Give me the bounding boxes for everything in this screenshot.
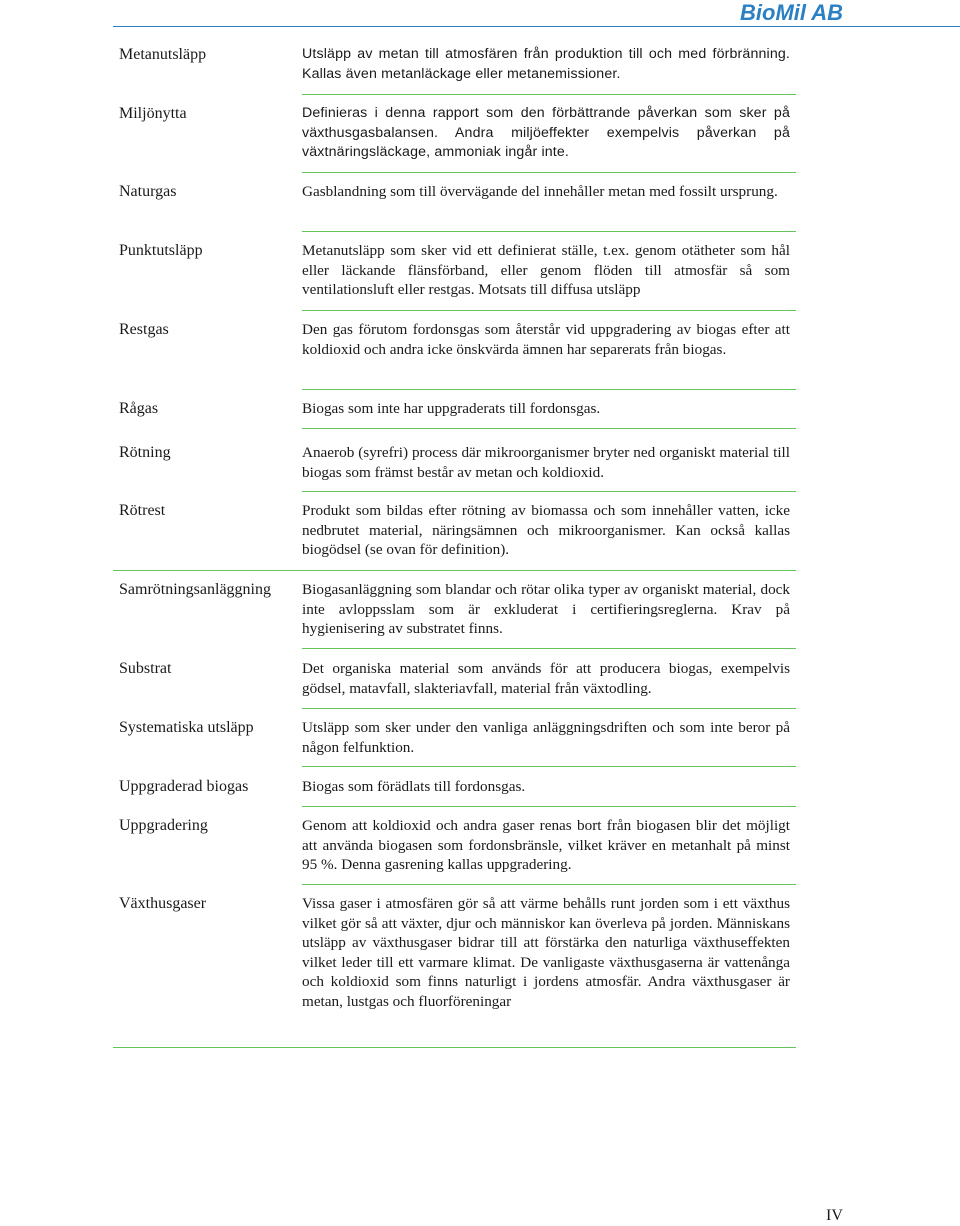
glossary-term: Miljönytta xyxy=(119,105,187,122)
glossary-term: Växthusgaser xyxy=(119,895,207,912)
page-number: IV xyxy=(826,1207,843,1224)
glossary-term: Rågas xyxy=(119,400,159,417)
divider xyxy=(302,491,796,492)
glossary-definition: Definieras i denna rapport som den förbättrande påverkan som sker på växthusgasbalansen. Andra miljöeffekter exempelvis påverkan på växtnäringsläckage, ammoniak ingår inte. xyxy=(302,105,790,161)
glossary-definition: Anaerob (syrefri) process där mikroorganismer bryter ned organiskt material till biogas som främst består av metan och koldioxid. xyxy=(302,444,790,481)
glossary-term: Punktutsläpp xyxy=(119,242,203,259)
glossary-term: Uppgraderad biogas xyxy=(119,778,249,795)
glossary-term: Samrötningsanläggning xyxy=(119,581,271,598)
glossary-definition: Metanutsläpp som sker vid ett definierat ställe, t.ex. genom otätheter som hål eller läckande flänsförband, eller genom flöden till atmosfär så som ventilationsluft eller restgas. Motsats till diffusa utsläpp xyxy=(302,242,790,299)
glossary-definition: Gasblandning som till övervägande del innehåller metan med fossilt ursprung. xyxy=(302,183,778,200)
glossary-definition: Genom att koldioxid och andra gaser renas bort från biogasen blir det möjligt att använda biogasen som fordonsbränsle, vilket kräver en metanhalt på minst 95 %. Denna gasrening kallas uppgradering. xyxy=(302,817,790,874)
glossary-term: Metanutsläpp xyxy=(119,46,207,63)
divider xyxy=(302,428,796,429)
glossary-definition: Biogas som inte har uppgraderats till fordonsgas. xyxy=(302,400,601,417)
divider xyxy=(302,884,796,885)
divider xyxy=(302,766,796,767)
glossary-definition: Det organiska material som används för att producera biogas, exempelvis gödsel, matavfall, slakteriavfall, material från växtodling. xyxy=(302,660,790,697)
divider xyxy=(302,231,796,232)
glossary-definition: Biogas som förädlats till fordonsgas. xyxy=(302,778,526,795)
divider xyxy=(302,310,796,311)
divider xyxy=(113,1047,796,1048)
glossary-definition: Den gas förutom fordonsgas som återstår vid uppgradering av biogas efter att koldioxid och andra icke önskvärda ämnen har separerats från biogas. xyxy=(302,321,790,358)
glossary-definition: Biogasanläggning som blandar och rötar olika typer av organiskt material, dock inte avloppsslam som är exkluderat i certifieringsreglerna. Krav på hygienisering av substratet finns. xyxy=(302,581,790,638)
divider xyxy=(113,570,796,571)
glossary-definition: Utsläpp av metan till atmosfären från produktion till och med förbränning. Kallas även metanläckage eller metanemissioner. xyxy=(302,46,790,82)
glossary-definition: Vissa gaser i atmosfären gör så att värme behålls runt jorden som i ett växthus vilket gör så att växter, djur och människor kan överleva på jorden. Människans utsläpp av växthusgaser bidrar till att förstärka den naturliga växthuseffekten vilket leder till ett varmare klimat. De vanligaste växthusgaserna är vattenånga och koldioxid som finns naturligt i jordens atmosfär. Andra växthusgaser är metan, lustgas och fluorföreningar xyxy=(302,895,790,1010)
divider xyxy=(302,708,796,709)
divider xyxy=(302,94,796,95)
glossary-definition: Utsläpp som sker under den vanliga anläggningsdriften och som inte beror på någon felfunktion. xyxy=(302,719,790,756)
header-rule xyxy=(113,26,960,27)
glossary-term: Rötrest xyxy=(119,502,166,519)
glossary-term: Restgas xyxy=(119,321,169,338)
glossary-term: Naturgas xyxy=(119,183,177,200)
glossary-term: Systematiska utsläpp xyxy=(119,719,254,736)
company-name: BioMil AB xyxy=(740,0,844,25)
divider xyxy=(302,648,796,649)
glossary-term: Uppgradering xyxy=(119,817,208,834)
glossary-term: Substrat xyxy=(119,660,172,677)
glossary-term: Rötning xyxy=(119,444,171,461)
divider xyxy=(302,389,796,390)
glossary-definition: Produkt som bildas efter rötning av biomassa och som innehåller vatten, icke nedbrutet material, näringsämnen och mikroorganismer. Kan också kallas biogödsel (se ovan för definition). xyxy=(302,502,790,559)
divider xyxy=(302,806,796,807)
divider xyxy=(302,172,796,173)
